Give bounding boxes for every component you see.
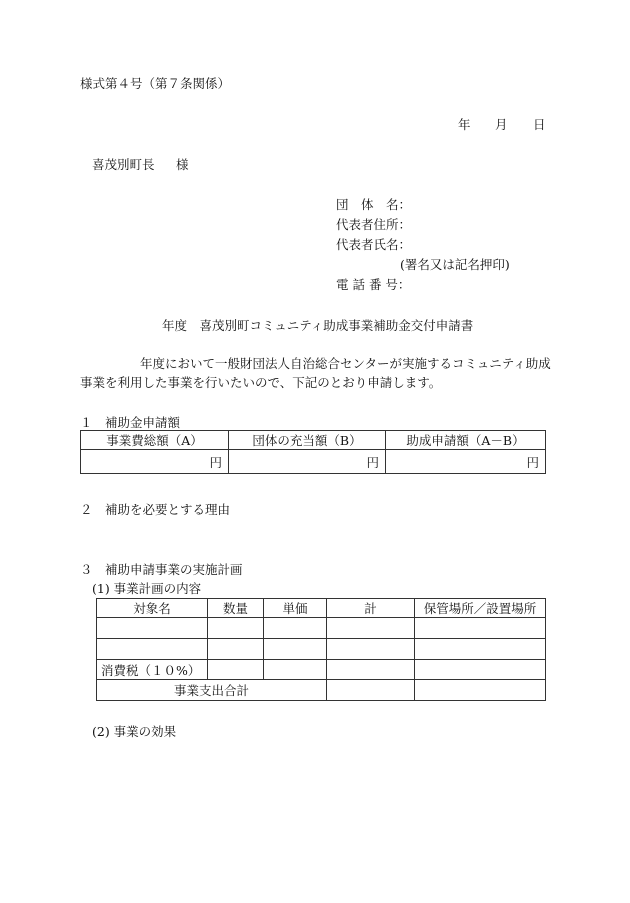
rep-name-label: 代表者氏名： xyxy=(336,237,412,252)
requested-amount-cell[interactable]: 円 xyxy=(386,450,546,474)
date-year: 年 xyxy=(458,117,471,132)
header-unit-price: 単価 xyxy=(264,599,327,618)
header-total-cost: 事業費総額（A） xyxy=(81,431,229,450)
total-location-cell[interactable] xyxy=(415,680,546,701)
total-row xyxy=(97,680,546,701)
signature-note: (署名又は記名押印) xyxy=(400,257,510,272)
location-cell[interactable] xyxy=(415,618,546,639)
quantity-cell[interactable] xyxy=(208,639,264,660)
table-row xyxy=(97,618,546,639)
unit-price-cell[interactable] xyxy=(264,639,327,660)
effect-subheading: (2) 事業の効果 xyxy=(92,724,177,739)
body-text-line2: 事業を利用した事業を行いたいので、下記のとおり申請します。 xyxy=(80,375,442,390)
document-title: 年度 喜茂別町コミュニティ助成事業補助金交付申請書 xyxy=(162,318,474,333)
rep-address-label: 代表者住所： xyxy=(336,217,412,232)
table-row xyxy=(97,639,546,660)
subtotal-cell[interactable] xyxy=(327,639,415,660)
tax-row xyxy=(97,660,546,680)
section3-heading: ３ 補助申請事業の実施計画 xyxy=(80,562,243,577)
body-text-line1: 年度において一般財団法人自治総合センターが実施するコミュニティ助成 xyxy=(140,356,551,371)
item-name-cell[interactable] xyxy=(97,639,208,660)
tax-unit-price-cell[interactable] xyxy=(264,660,327,680)
header-item-name: 対象名 xyxy=(97,599,208,618)
item-name-cell[interactable] xyxy=(97,618,208,639)
header-subtotal: 計 xyxy=(327,599,415,618)
group-name-label: 団 体 名： xyxy=(336,197,412,212)
total-subtotal-cell[interactable] xyxy=(327,680,415,701)
plan-table xyxy=(96,598,546,701)
addressee-name: 喜茂別町長 xyxy=(92,157,155,172)
location-cell[interactable] xyxy=(415,639,546,660)
quantity-cell[interactable] xyxy=(208,618,264,639)
header-quantity: 数量 xyxy=(208,599,264,618)
header-location: 保管場所／設置場所 xyxy=(415,599,546,618)
tax-quantity-cell[interactable] xyxy=(208,660,264,680)
date-day: 日 xyxy=(533,117,546,132)
subtotal-cell[interactable] xyxy=(327,618,415,639)
header-requested-amount: 助成申請額（A－B） xyxy=(386,431,546,450)
tax-location-cell[interactable] xyxy=(415,660,546,680)
total-cost-cell[interactable]: 円 xyxy=(81,450,229,474)
grant-amount-table xyxy=(80,430,546,474)
tax-label: 消費税（１０%） xyxy=(97,660,208,680)
phone-label: 電 話 番 号： xyxy=(336,277,411,292)
group-share-cell[interactable]: 円 xyxy=(229,450,386,474)
plan-content-subheading: (1) 事業計画の内容 xyxy=(92,581,202,596)
total-label: 事業支出合計 xyxy=(97,680,327,701)
section1-heading: １ 補助金申請額 xyxy=(80,415,181,430)
date-month: 月 xyxy=(495,117,508,132)
header-group-share: 団体の充当額（B） xyxy=(229,431,386,450)
addressee-honorific: 様 xyxy=(176,157,189,172)
tax-subtotal-cell[interactable] xyxy=(327,660,415,680)
section2-heading: ２ 補助を必要とする理由 xyxy=(80,502,231,517)
unit-price-cell[interactable] xyxy=(264,618,327,639)
form-number: 様式第４号（第７条関係） xyxy=(80,76,231,91)
